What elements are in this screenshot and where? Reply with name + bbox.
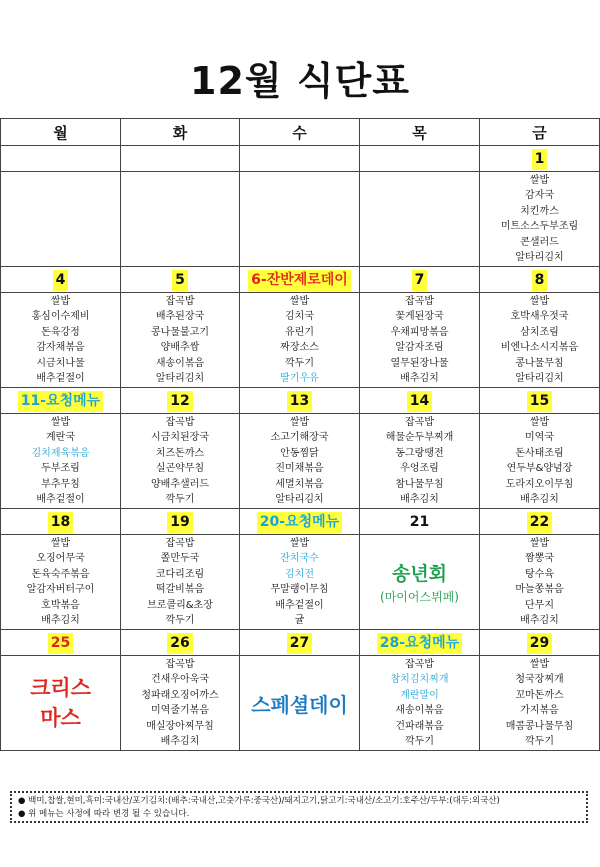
menu-item: 잡곡밥 (165, 658, 195, 670)
date-label: 27 (287, 633, 312, 654)
menu-item: 잡곡밥 (405, 416, 434, 428)
menu-item: 배추김치 (520, 615, 559, 626)
date-row (1, 267, 600, 293)
date-label-zero-waste-day: 6-잔반제로데이 (248, 270, 351, 291)
menu-cell (121, 172, 240, 267)
menu-item: 돈사태조림 (515, 447, 564, 459)
menu-item: 호박볶음 (41, 599, 80, 611)
menu-item: 배추겉절이 (36, 373, 85, 384)
menu-item: 단무지 (525, 599, 554, 611)
menu-row (1, 293, 600, 388)
footnote-origin-text: 백미,찹쌀,현미,흑미:국내산/포기김치:(배추:국내산,고춧가루:중국산)/돼지고기,닭고기:국내산/소고기:호주산/두부:(대두:외국산) (28, 796, 500, 806)
menu-item: 새송이볶음 (395, 705, 444, 716)
menu-item: 깍두기 (525, 736, 554, 747)
menu-cell-christmas (1, 656, 121, 751)
date-cell (121, 509, 240, 535)
menu-item: 돈육강정 (41, 326, 80, 338)
weekday-header-row (1, 119, 600, 146)
menu-item: 배추김치 (160, 736, 200, 747)
weekday-tue: 화 (121, 119, 240, 146)
menu-item: 꼬마돈까스 (515, 689, 564, 701)
menu-item: 쫄만두국 (160, 553, 200, 564)
menu-item: 진미채볶음 (275, 463, 324, 474)
menu-item: 짜장소스 (280, 342, 319, 353)
date-cell (240, 630, 360, 656)
menu-item: 청국장찌개 (515, 674, 564, 685)
date-row (1, 388, 600, 414)
menu-item: 브로콜리&초장 (147, 599, 213, 611)
menu-item: 배추겉절이 (275, 599, 324, 611)
menu-cell (480, 656, 600, 751)
menu-item: 쌀밥 (529, 416, 550, 428)
menu-cell (121, 656, 240, 751)
date-row (1, 146, 600, 172)
menu-item: 세멸치볶음 (275, 478, 324, 490)
date-cell (1, 509, 121, 535)
menu-item: 꽃게된장국 (395, 311, 444, 322)
menu-item: 홍심이수제비 (31, 311, 90, 322)
menu-item: 돈육숙주볶음 (31, 568, 90, 580)
menu-item: 매콤콩나물무침 (505, 720, 574, 732)
menu-cell (121, 535, 240, 630)
menu-item: 깍두기 (405, 736, 434, 747)
menu-item: 쌀밥 (529, 295, 550, 307)
menu-item: 동그랑땡전 (395, 447, 444, 459)
christmas-label-line1: 크리스 (30, 676, 91, 700)
menu-cell (240, 293, 360, 388)
menu-item: 배추김치 (400, 494, 439, 505)
date-label: 21 (409, 513, 430, 530)
date-cell (240, 388, 360, 414)
date-cell (480, 509, 600, 535)
menu-item-highlighted: 잔치국수 (280, 553, 319, 564)
menu-item: 쌀밥 (529, 537, 550, 549)
menu-item: 소고기해장국 (270, 432, 329, 443)
menu-cell (121, 414, 240, 509)
menu-item: 코다리조림 (155, 568, 205, 580)
menu-item: 매실장아찌무침 (146, 720, 214, 732)
date-cell (1, 267, 121, 293)
menu-row (1, 172, 600, 267)
date-cell (480, 630, 600, 656)
weekday-fri: 금 (480, 119, 600, 146)
year-end-party-venue: (마이어스뷔페) (380, 589, 459, 604)
menu-item: 유린기 (285, 326, 314, 338)
date-label: 19 (167, 512, 192, 533)
menu-item: 양배추샐러드 (151, 478, 209, 490)
weekday-thu: 목 (360, 119, 480, 146)
date-label-request-menu: 20-요청메뉴 (257, 512, 342, 533)
date-label: 7 (412, 270, 428, 291)
menu-item: 알타리김치 (275, 494, 324, 505)
menu-item: 떡갈비볶음 (155, 584, 205, 595)
menu-item: 쌀밥 (289, 537, 310, 549)
date-cell (360, 267, 480, 293)
date-label: 14 (407, 391, 432, 412)
menu-cell (240, 172, 360, 267)
date-cell (240, 509, 360, 535)
menu-item: 배추된장국 (155, 311, 205, 322)
date-label: 4 (53, 270, 69, 291)
menu-row (1, 414, 600, 509)
menu-item: 안동찜닭 (280, 447, 319, 459)
menu-item: 깍두기 (285, 357, 314, 369)
menu-item: 우채피망볶음 (390, 326, 449, 338)
menu-item: 쌀밥 (529, 658, 550, 670)
menu-item-highlighted: 김치전 (285, 568, 314, 580)
menu-cell-year-end-party (360, 535, 480, 630)
menu-item: 건파래볶음 (395, 720, 444, 732)
menu-item: 알감자버터구이 (26, 584, 95, 595)
menu-cell (360, 293, 480, 388)
menu-item: 쌀밥 (529, 174, 550, 186)
menu-cell (1, 535, 121, 630)
menu-item: 쌀밥 (50, 416, 71, 428)
menu-item: 배추김치 (520, 494, 559, 505)
menu-cell (360, 414, 480, 509)
date-cell (480, 388, 600, 414)
menu-item: 미트소스두부조림 (500, 221, 579, 232)
menu-cell (1, 293, 121, 388)
menu-cell (480, 414, 600, 509)
menu-item: 건새우아욱국 (151, 674, 209, 685)
menu-cell (480, 293, 600, 388)
date-cell (480, 146, 600, 172)
menu-cell (360, 172, 480, 267)
menu-item: 가지볶음 (520, 705, 559, 716)
date-label: 13 (287, 391, 312, 412)
menu-item: 배추김치 (41, 615, 80, 626)
menu-item: 콩나물불고기 (151, 326, 209, 338)
menu-item: 잡곡밥 (405, 295, 434, 307)
menu-item: 귤 (294, 615, 305, 626)
menu-cell (1, 172, 121, 267)
menu-item: 무말랭이무침 (270, 584, 329, 595)
footnote-change: ● 위 메뉴는 사정에 따라 변경 될 수 있습니다. (18, 809, 190, 819)
special-day-label: 스페셜데이 (251, 692, 348, 717)
christmas-label-line2: 마스 (40, 706, 81, 730)
date-label: 5 (172, 270, 188, 291)
menu-item: 배추김치 (400, 373, 439, 384)
date-label: 18 (48, 512, 73, 533)
menu-item: 새송이볶음 (155, 357, 205, 369)
menu-item: 열무된장나물 (390, 357, 449, 369)
menu-item: 실곤약무침 (155, 463, 205, 474)
menu-cell (240, 535, 360, 630)
date-label: 29 (527, 633, 552, 654)
date-row (1, 509, 600, 535)
date-label: 12 (167, 391, 192, 412)
menu-item: 쌀밥 (50, 537, 71, 549)
menu-item: 쌀밥 (289, 295, 310, 307)
footnote-change-text: 위 메뉴는 사정에 따라 변경 될 수 있습니다. (28, 809, 190, 819)
menu-cell (480, 172, 600, 267)
menu-item-highlighted: 계란말이 (400, 689, 439, 701)
date-row (1, 630, 600, 656)
date-label: 8 (532, 270, 548, 291)
menu-item: 부추무침 (41, 478, 80, 490)
menu-item: 쌀밥 (289, 416, 310, 428)
menu-item: 해물순두부찌개 (385, 432, 454, 443)
date-cell (360, 630, 480, 656)
menu-row (1, 535, 600, 630)
footnote-box (10, 791, 588, 823)
menu-item: 삼치조림 (520, 326, 559, 338)
date-cell (1, 388, 121, 414)
menu-item: 잡곡밥 (165, 416, 195, 428)
menu-item: 알감자조림 (395, 342, 444, 353)
menu-cell (1, 414, 121, 509)
menu-item: 배추겉절이 (36, 494, 85, 505)
menu-item: 치킨까스 (520, 205, 559, 217)
menu-item: 도라지오이무침 (505, 478, 574, 490)
menu-item: 잡곡밥 (165, 537, 195, 549)
menu-item: 비엔나소시지볶음 (500, 342, 579, 353)
menu-row (1, 656, 600, 751)
menu-cell (240, 414, 360, 509)
menu-item: 감자국 (525, 190, 554, 201)
menu-item: 콩나물무침 (515, 357, 564, 369)
menu-item: 알타리김치 (515, 252, 564, 263)
menu-item: 잡곡밥 (165, 295, 195, 307)
menu-item-highlighted: 딸기우유 (280, 373, 319, 384)
menu-item: 감자채볶음 (36, 342, 85, 353)
menu-item: 미역국 (525, 432, 554, 443)
menu-item: 김치국 (285, 311, 314, 322)
menu-item: 짬뽕국 (525, 553, 554, 564)
menu-item: 쌀밥 (50, 295, 71, 307)
menu-item: 우엉조림 (400, 463, 439, 474)
menu-item: 깍두기 (165, 494, 195, 505)
menu-item: 마늘쫑볶음 (515, 584, 564, 595)
menu-item: 양배추쌈 (160, 342, 200, 353)
date-cell (1, 630, 121, 656)
date-cell (121, 146, 240, 172)
date-cell (360, 509, 480, 535)
date-cell (1, 146, 121, 172)
menu-item: 시금치나물 (36, 357, 85, 369)
date-label: 1 (532, 149, 548, 170)
date-label: 26 (167, 633, 192, 654)
menu-item: 연두부&양념장 (506, 463, 573, 474)
menu-item: 깍두기 (165, 615, 195, 626)
menu-item: 오징어무국 (36, 553, 85, 564)
menu-calendar (0, 118, 600, 751)
menu-item-highlighted: 참치김치찌개 (390, 674, 449, 685)
date-cell (240, 146, 360, 172)
date-cell (121, 388, 240, 414)
menu-cell-special-day (240, 656, 360, 751)
date-cell (121, 267, 240, 293)
date-cell (240, 267, 360, 293)
menu-item: 탕수육 (525, 568, 554, 580)
date-label-request-menu: 11-요청메뉴 (18, 391, 103, 412)
date-label-request-menu: 28-요청메뉴 (377, 633, 462, 654)
weekday-wed: 수 (240, 119, 360, 146)
menu-item: 미역줄기볶음 (151, 705, 209, 716)
menu-item: 잡곡밥 (405, 658, 434, 670)
menu-item: 참나물무침 (395, 478, 444, 490)
date-label: 22 (527, 512, 552, 533)
date-cell (360, 388, 480, 414)
menu-item: 청파래오징어까스 (141, 689, 219, 701)
date-cell (360, 146, 480, 172)
menu-item: 계란국 (46, 432, 75, 443)
date-label-holiday: 25 (48, 633, 73, 654)
page-title: 12월 식단표 (190, 59, 410, 103)
menu-item: 두부조림 (41, 463, 80, 474)
menu-item: 치즈돈까스 (155, 447, 205, 459)
footnote-origin: ● 백미,찹쌀,현미,흑미:국내산/포기김치:(배추:국내산,고춧가루:중국산)/돼지고기,닭고기:국내산/소고기:호주산/두부:(대두:외국산) (18, 796, 500, 806)
menu-item: 알타리김치 (515, 373, 564, 384)
weekday-mon: 월 (1, 119, 121, 146)
date-label: 15 (527, 391, 552, 412)
menu-cell (121, 293, 240, 388)
menu-item-highlighted: 김치제육볶음 (31, 447, 90, 459)
menu-item: 호박새우젓국 (510, 311, 569, 322)
menu-cell (480, 535, 600, 630)
date-cell (121, 630, 240, 656)
year-end-party-label: 송년회 (391, 562, 448, 585)
menu-item: 시금치된장국 (151, 432, 209, 443)
menu-item: 알타리김치 (155, 373, 205, 384)
date-cell (480, 267, 600, 293)
menu-cell (360, 656, 480, 751)
menu-item: 콘샐러드 (520, 236, 559, 248)
